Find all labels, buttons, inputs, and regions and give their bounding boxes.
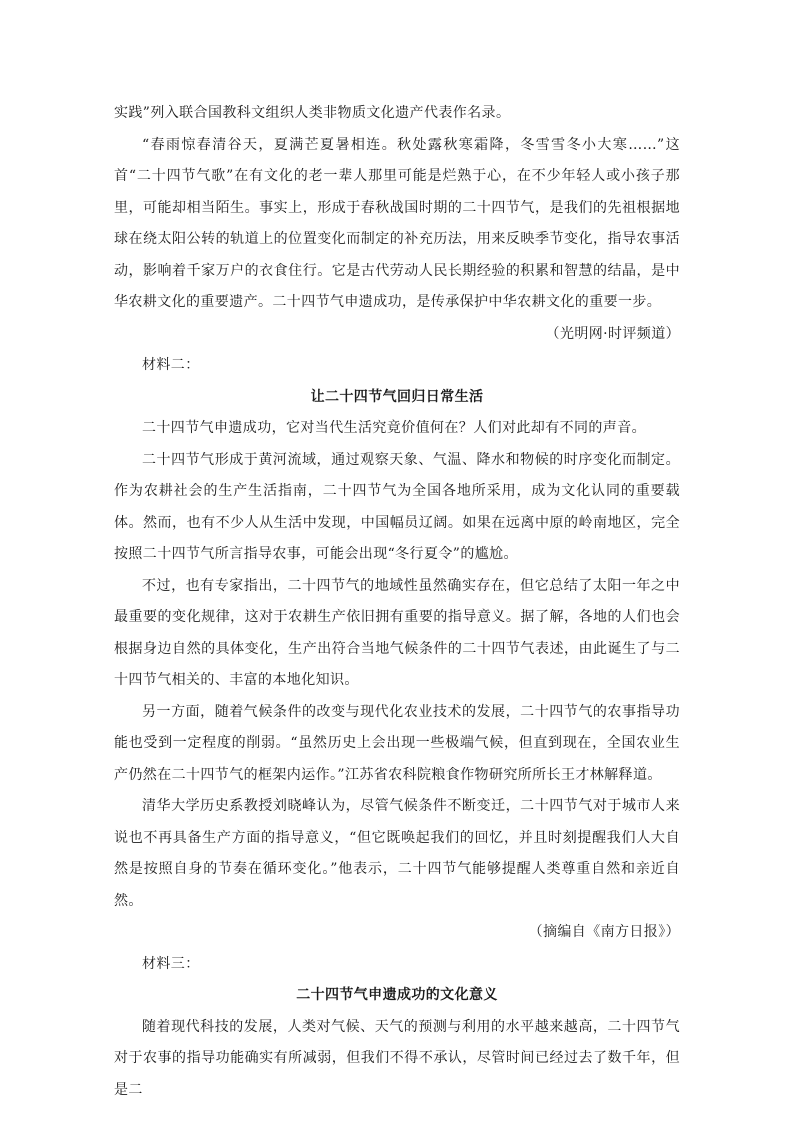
paragraph-solar-terms-song: “春雨惊春清谷天，夏满芒夏暑相连。秋处露秋寒霜降，冬雪雪冬小大寒……”这首“二十四节气歌”在有文化的老一辈人那里可能是烂熟于心，在不少年轻人或小孩子那里，可能却相当陌生。事实上，形成于春秋战国时期的二十四节气，是我们的先祖根据地球在绕太阳公转的轨道上的位置变化而制定的补充历法，用来反映季节变化，指导农事活动，影响着千家万户的衣食住行。它是古代劳动人民长期经验的积累和智慧的结晶，是中华农耕文化的重要遗产。二十四节气申遗成功，是传承保护中华农耕文化的重要一步。: [114, 136, 680, 310]
paragraph-value-question: 二十四节气申遗成功，它对当代生活究竟价值何在？人们对此却有不同的声音。: [142, 420, 646, 436]
material-three-label: 材料三：: [142, 955, 200, 972]
source-citation-guangming: （光明网·时评频道）: [545, 325, 680, 342]
article-body: [114, 98, 680, 1106]
paragraph-professor-view: 清华大学历史系教授刘晓峰认为，尽管气候条件不断变迁，二十四节气对于城市人来说也不再具备生产方面的指导意义，“但它既唤起我们的回忆，并且时刻提醒我们人大自然是按照自身的节奏在循环变化。”他表示，二十四节气能够提醒人类尊重自然和亲近自然。: [114, 798, 680, 909]
paragraph-cultural-significance: 随着现代科技的发展，人类对气候、天气的预测与利用的水平越来越高，二十四节气对于农事的指导功能确实有所减弱，但我们不得不承认，尽管时间已经过去了数千年，但是二: [114, 1018, 680, 1098]
paragraph-agriculture-function: 另一方面，随着气候条件的改变与现代化农业技术的发展，二十四节气的农事指导功能也受到一定程度的削弱。“虽然历史上会出现一些极端气候，但直到现在，全国农业生产仍然在二十四节气的框架内运作。”江苏省农科院粮食作物研究所所长王才林解释道。: [114, 703, 680, 783]
paragraph-yellow-river-origin: 二十四节气形成于黄河流域，通过观察天象、气温、降水和物候的时序变化而制定。作为农耕社会的生产生活指南，二十四节气为全国各地所采用，成为文化认同的重要载体。然而，也有不少人从生活中发现，中国幅员辽阔。如果在远离中原的岭南地区，完全按照二十四节气所言指导农事，可能会出现“冬行夏令”的尴尬。: [114, 451, 680, 562]
source-citation-nanfang: （摘编自《南方日报》）: [528, 924, 680, 940]
material-three-title: 二十四节气申遗成功的文化意义: [296, 987, 498, 1003]
paragraph-continuation: 实践”列入联合国教科文组织人类非物质文化遗产代表作名录。: [114, 105, 511, 121]
paragraph-expert-view: 不过，也有专家指出，二十四节气的地域性虽然确实存在，但它总结了太阳一年之中最重要的变化规律，这对于农耕生产依旧拥有重要的指导意义。据了解，各地的人们也会根据身边自然的具体变化，生产出符合当地气候条件的二十四节气表述，由此诞生了与二十四节气相关的、丰富的本地化知识。: [114, 577, 680, 688]
material-two-title: 让二十四节气回归日常生活: [310, 388, 484, 405]
material-two-label: 材料二：: [142, 357, 200, 373]
